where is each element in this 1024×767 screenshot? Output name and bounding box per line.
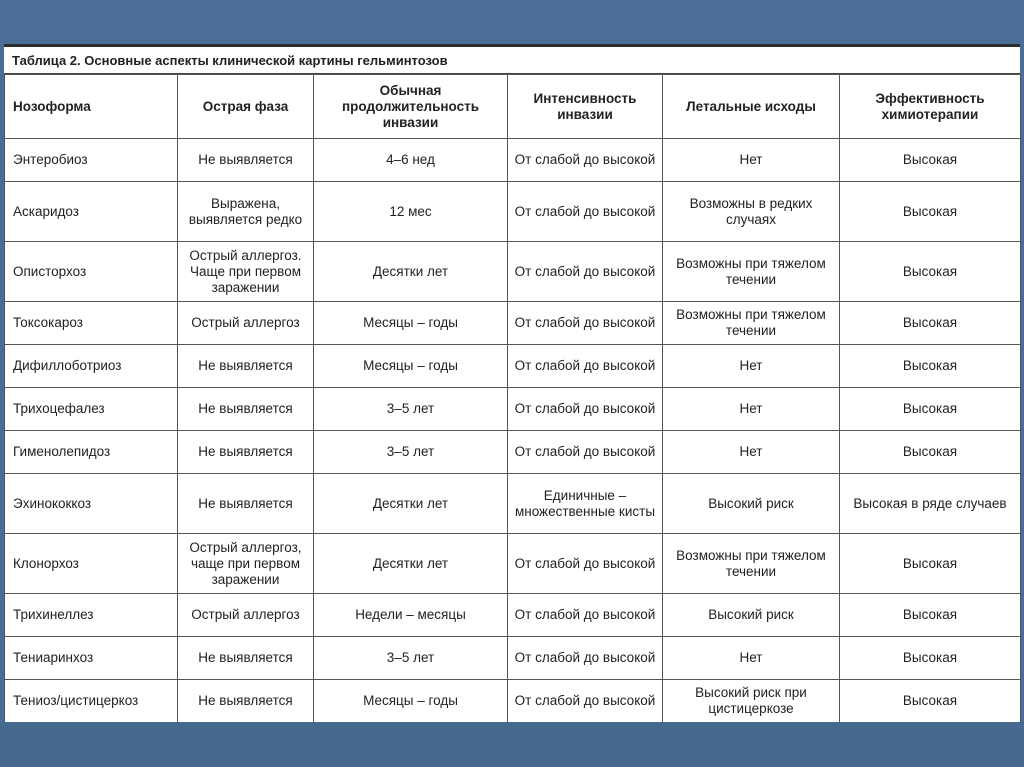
- therapy-efficacy-cell: Высокая: [840, 182, 1021, 242]
- header-cell: Нозоформа: [5, 75, 178, 139]
- table-row: [5, 637, 1021, 680]
- acute-phase-cell: Не выявляется: [178, 345, 314, 388]
- acute-phase-cell: Не выявляется: [178, 637, 314, 680]
- acute-phase-cell: Острый аллергоз: [178, 302, 314, 345]
- acute-phase-cell: Острый аллергоз, чаще при первом заражении: [178, 534, 314, 594]
- duration-cell: Недели – месяцы: [314, 594, 508, 637]
- duration-cell: 3–5 лет: [314, 637, 508, 680]
- lethal-outcome-cell: Возможны при тяжелом течении: [663, 534, 840, 594]
- intensity-cell: Единичные – множественные кисты: [508, 474, 663, 534]
- lethal-outcome-cell: Высокий риск: [663, 594, 840, 637]
- duration-cell: Десятки лет: [314, 534, 508, 594]
- therapy-efficacy-cell: Высокая: [840, 302, 1021, 345]
- slide-top-band: [0, 0, 1024, 40]
- table-row: [5, 680, 1021, 723]
- intensity-cell: От слабой до высокой: [508, 302, 663, 345]
- header-cell: Обычная продолжительность инвазии: [314, 75, 508, 139]
- lethal-outcome-cell: Возможны в редких случаях: [663, 182, 840, 242]
- disease-cell: Эхинококкоз: [5, 474, 178, 534]
- table-row: [5, 345, 1021, 388]
- table-row: [5, 474, 1021, 534]
- duration-cell: 4–6 нед: [314, 139, 508, 182]
- table-row: [5, 594, 1021, 637]
- duration-cell: Месяцы – годы: [314, 345, 508, 388]
- lethal-outcome-cell: Возможны при тяжелом течении: [663, 242, 840, 302]
- intensity-cell: От слабой до высокой: [508, 139, 663, 182]
- lethal-outcome-cell: Возможны при тяжелом течении: [663, 302, 840, 345]
- disease-cell: Дифиллоботриоз: [5, 345, 178, 388]
- therapy-efficacy-cell: Высокая: [840, 680, 1021, 723]
- header-cell: Интенсивность инвазии: [508, 75, 663, 139]
- acute-phase-cell: Острый аллергоз. Чаще при первом заражении: [178, 242, 314, 302]
- header-cell: Летальные исходы: [663, 75, 840, 139]
- duration-cell: 3–5 лет: [314, 388, 508, 431]
- therapy-efficacy-cell: Высокая: [840, 345, 1021, 388]
- lethal-outcome-cell: Нет: [663, 388, 840, 431]
- disease-cell: Аскаридоз: [5, 182, 178, 242]
- table-row: [5, 388, 1021, 431]
- disease-cell: Клонорхоз: [5, 534, 178, 594]
- disease-cell: Токсокароз: [5, 302, 178, 345]
- intensity-cell: От слабой до высокой: [508, 345, 663, 388]
- intensity-cell: От слабой до высокой: [508, 242, 663, 302]
- disease-cell: Гименолепидоз: [5, 431, 178, 474]
- intensity-cell: От слабой до высокой: [508, 637, 663, 680]
- table-row: [5, 431, 1021, 474]
- duration-cell: Десятки лет: [314, 242, 508, 302]
- lethal-outcome-cell: Нет: [663, 345, 840, 388]
- header-cell: Острая фаза: [178, 75, 314, 139]
- table-header-row: [5, 75, 1021, 139]
- therapy-efficacy-cell: Высокая: [840, 594, 1021, 637]
- header-cell: Эффективность химиотерапии: [840, 75, 1021, 139]
- lethal-outcome-cell: Высокий риск: [663, 474, 840, 534]
- intensity-cell: От слабой до высокой: [508, 182, 663, 242]
- slide-bottom-band: [0, 722, 1024, 767]
- document-sheet: [4, 44, 1020, 724]
- intensity-cell: От слабой до высокой: [508, 388, 663, 431]
- acute-phase-cell: Не выявляется: [178, 388, 314, 431]
- duration-cell: Месяцы – годы: [314, 302, 508, 345]
- table-row: [5, 242, 1021, 302]
- duration-cell: Месяцы – годы: [314, 680, 508, 723]
- acute-phase-cell: Не выявляется: [178, 431, 314, 474]
- disease-cell: Тениоз/цистицеркоз: [5, 680, 178, 723]
- therapy-efficacy-cell: Высокая: [840, 637, 1021, 680]
- acute-phase-cell: Выражена, выявляется редко: [178, 182, 314, 242]
- disease-cell: Описторхоз: [5, 242, 178, 302]
- table-row: [5, 302, 1021, 345]
- lethal-outcome-cell: Нет: [663, 637, 840, 680]
- duration-cell: 12 мес: [314, 182, 508, 242]
- therapy-efficacy-cell: Высокая в ряде случаев: [840, 474, 1021, 534]
- lethal-outcome-cell: Нет: [663, 431, 840, 474]
- therapy-efficacy-cell: Высокая: [840, 431, 1021, 474]
- acute-phase-cell: Острый аллергоз: [178, 594, 314, 637]
- intensity-cell: От слабой до высокой: [508, 431, 663, 474]
- disease-cell: Трихинеллез: [5, 594, 178, 637]
- therapy-efficacy-cell: Высокая: [840, 242, 1021, 302]
- intensity-cell: От слабой до высокой: [508, 594, 663, 637]
- helminthiasis-table: [4, 74, 1021, 723]
- duration-cell: Десятки лет: [314, 474, 508, 534]
- therapy-efficacy-cell: Высокая: [840, 139, 1021, 182]
- disease-cell: Энтеробиоз: [5, 139, 178, 182]
- disease-cell: Тениаринхоз: [5, 637, 178, 680]
- acute-phase-cell: Не выявляется: [178, 474, 314, 534]
- table-row: [5, 534, 1021, 594]
- acute-phase-cell: Не выявляется: [178, 680, 314, 723]
- lethal-outcome-cell: Высокий риск при цистицеркозе: [663, 680, 840, 723]
- therapy-efficacy-cell: Высокая: [840, 388, 1021, 431]
- acute-phase-cell: Не выявляется: [178, 139, 314, 182]
- intensity-cell: От слабой до высокой: [508, 680, 663, 723]
- table-caption: Таблица 2. Основные аспекты клинической картины гельминтозов: [12, 53, 448, 68]
- table-row: [5, 182, 1021, 242]
- disease-cell: Трихоцефалез: [5, 388, 178, 431]
- lethal-outcome-cell: Нет: [663, 139, 840, 182]
- intensity-cell: От слабой до высокой: [508, 534, 663, 594]
- table-row: [5, 139, 1021, 182]
- therapy-efficacy-cell: Высокая: [840, 534, 1021, 594]
- duration-cell: 3–5 лет: [314, 431, 508, 474]
